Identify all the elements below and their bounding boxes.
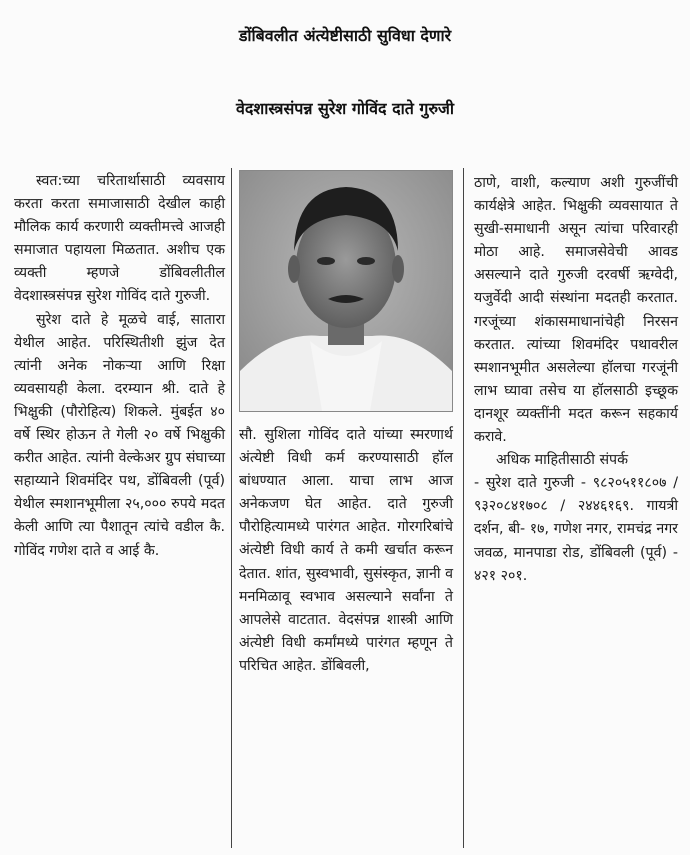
paragraph-work-area: ठाणे, वाशी, कल्याण अशी गुरुजींची कार्यक्षेत्रे आहेत. भिक्षुकी व्यवसायात ते सुखी-समाधानी असून त्यांचा परिवारही मोठा आहे. समाजसेवेची आवड असल्याने दाते गुरुजी दरवर्षी ऋग्वेदी, यजुर्वेदी आदी संस्थांना मदतही करतात. गरजूंच्या शंकासमाधानांचेही निरसन करतात. त्यांच्या शिवमंदिर पथावरील स्मशानभूमीत असलेल्या हॉलचा गरजूंनी लाभ घ्यावा तसेच या हॉलसाठी इच्छूक दानशूर व्यक्तींनी मदत करून सहकार्य करावे.: [474, 175, 678, 446]
portrait-photo-icon: [240, 171, 452, 411]
paragraph-intro: स्वत:च्या चरितार्थासाठी व्यवसाय करता करता समाजासाठी देखील काही मौलिक कार्य करणारी व्यक्तीमत्त्वे आजही समाजात पहायला मिळतात. अशीच एक व्यक्ती म्हणजे डोंबिवलीतील वेदशास्त्रसंपन्न सुरेश गोविंद दाते गुरुजी.: [14, 173, 225, 305]
portrait-photo: [239, 170, 453, 412]
paragraph-background: सुरेश दाते हे मूळचे वाई, सातारा येथील आहेत. परिस्थितीशी झुंज देत त्यांनी अनेक नोकऱ्या आणि रिक्षा व्यवसायही केला. दरम्यान श्री. दाते हे भिक्षुकी (पौरोहित्य) शिकले. मुंबईत ४० वर्षे स्थिर होऊन ते गेली २० वर्षे भिक्षुकी करीत आहेत. त्यांनी वेल्केअर ग्रुप संघाच्या सहाय्याने शिवमंदिर पथ, डोंबिवली (पूर्व) येथील स्मशानभूमीला २५,००० रुपये मदत केली आणि त्या पैशातून त्यांचे वडील कै. गोविंद गणेश दाते व आई कै.: [14, 311, 225, 559]
headline-line-1: डोंबिवलीत अंत्येष्टीसाठी सुविधा देणारे: [238, 26, 452, 45]
column-divider-2: [463, 168, 464, 848]
headline-line-2: वेदशास्त्रसंपन्न सुरेश गोविंद दाते गुरुजी: [235, 99, 455, 118]
contact-heading: अधिक माहितीसाठी संपर्क: [496, 452, 629, 469]
contact-details: - सुरेश दाते गुरुजी - ९८२०५११८०७ / ९३२०८४१७०८ / २४४६१६९. गायत्री दर्शन, बी- १७, गणेश नगर, रामचंद्र नगर जवळ, मानपाडा रोड, डोंबिवली (पूर्व) - ४२१ २०१.: [474, 475, 678, 584]
paragraph-hall: सौ. सुशिला गोविंद दाते यांच्या स्मरणार्थ अंत्येष्टी विधी कर्म करण्यासाठी हॉल बांधण्यात आला. याचा लाभ आज अनेकजण घेत आहेत. दाते गुरुजी पौरोहित्यामध्ये पारंगत आहेत. गोरगरिबांचे अंत्येष्टी विधी कार्य ते कमी खर्चात करून देतात. शांत, सुस्वभावी, सुसंस्कृत, ज्ञानी व मनमिळावू स्वभाव असल्याने सर्वांना ते आपलेसे वाटतात. वेदसंपन्न शास्त्री आणि अंत्येष्टी विधी कर्मांमध्ये पारंगत म्हणून ते परिचित आहेत. डोंबिवली,: [239, 427, 453, 674]
article-column-1: [14, 170, 225, 563]
column-divider-1: [231, 168, 232, 848]
article-column-2: [239, 424, 453, 678]
article-column-3: [474, 172, 678, 588]
